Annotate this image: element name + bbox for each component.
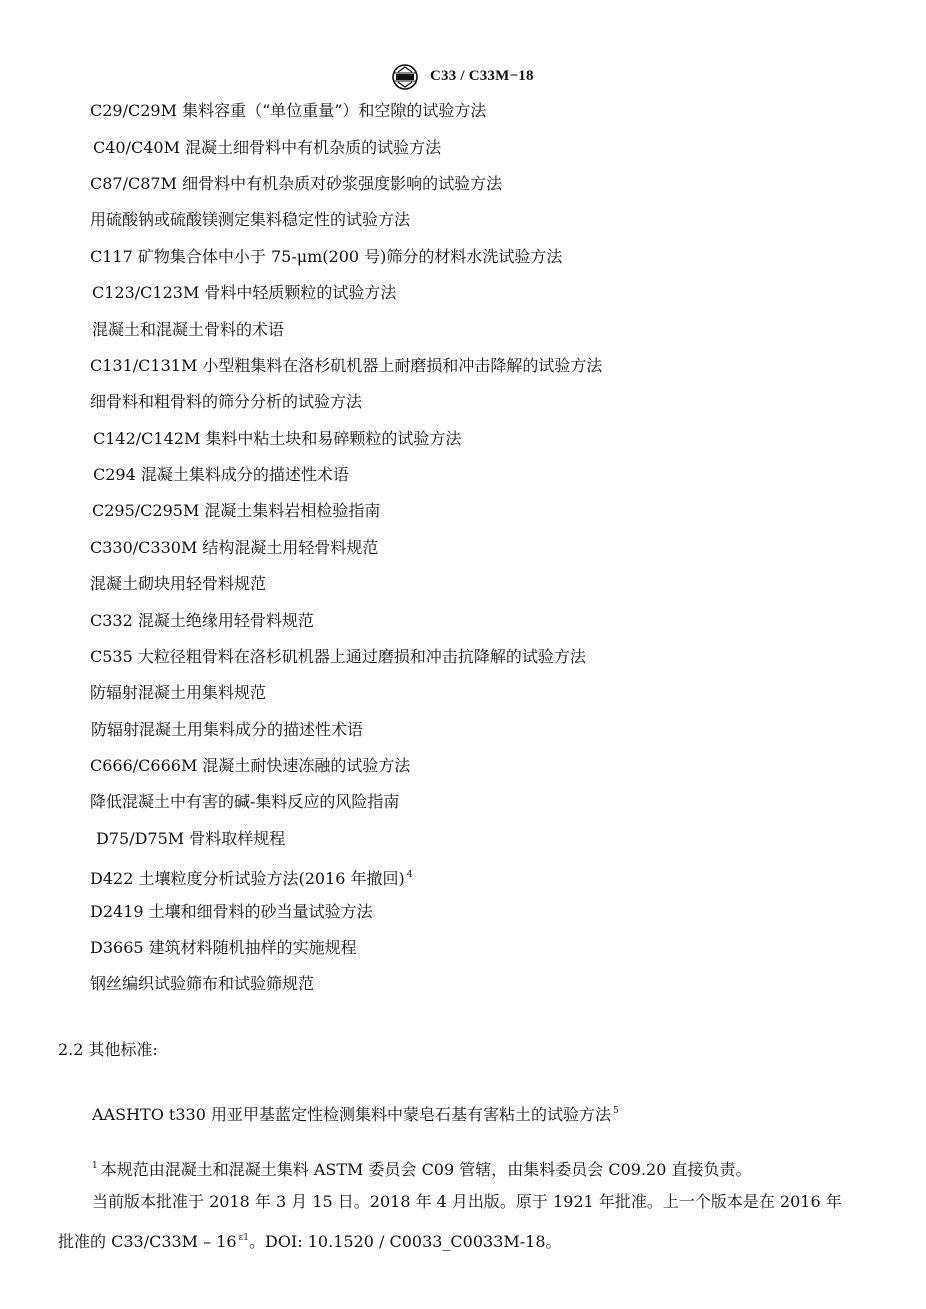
reference-item: C535 大粒径粗骨料在洛杉矶机器上通过磨损和冲击抗降解的试验方法 (90, 647, 586, 666)
footnote-1-line-2: 当前版本批准于 2018 年 3 月 15 日。2018 年 4 月出版。原于 1921 年批准。上一个版本是在 2016 年 (92, 1192, 842, 1211)
reference-item: C295/C295M 混凝土集料岩相检验指南 (92, 501, 381, 520)
reference-item: C330/C330M 结构混凝土用轻骨料规范 (90, 538, 379, 557)
reference-item: C142/C142M 集料中粘土块和易碎颗粒的试验方法 (93, 429, 462, 448)
footnote-marker: 1 (92, 1161, 98, 1171)
astm-logo (388, 64, 422, 90)
reference-item: C29/C29M 集料容重（“单位重量”）和空隙的试验方法 (90, 101, 487, 120)
reference-item: 降低混凝土中有害的碱-集料反应的风险指南 (90, 792, 400, 811)
section-heading: 2.2 其他标准: (58, 1040, 158, 1059)
reference-item: C123/C123M 骨料中轻质颗粒的试验方法 (92, 283, 397, 302)
reference-item: D2419 土壤和细骨料的砂当量试验方法 (90, 902, 373, 921)
reference-item: 混凝土砌块用轻骨料规范 (90, 574, 267, 593)
footnote-1-line-3 (58, 1228, 562, 1252)
other-standard-item (92, 1101, 619, 1125)
reference-item: 防辐射混凝土用集料成分的描述性术语 (91, 720, 364, 739)
footnote-text: 本规范由混凝土和混凝土集料 ASTM 委员会 C09 管辖，由集料委员会 C09.20 直接负责。 (100, 1160, 752, 1179)
reference-item: D3665 建筑材料随机抽样的实施规程 (90, 938, 357, 957)
reference-item: C87/C87M 细骨料中有机杂质对砂浆强度影响的试验方法 (90, 174, 503, 193)
standard-designation: C33 / C33M−18 (430, 68, 534, 84)
footnote-marker: 5 (612, 1106, 619, 1116)
reference-item: C117 矿物集合体中小于 75-μm(200 号)筛分的材料水洗试验方法 (90, 247, 563, 266)
reference-item: 细骨料和粗骨料的筛分分析的试验方法 (90, 392, 363, 411)
other-standard-text: AASHTO t330 用亚甲基蓝定性检测集料中蒙皂石基有害粘土的试验方法 (92, 1105, 611, 1124)
footnote-marker: 4 (406, 870, 413, 880)
reference-item: C131/C131M 小型粗集料在洛杉矶机器上耐磨损和冲击降解的试验方法 (90, 356, 603, 375)
edition-superscript: ε1 (238, 1233, 249, 1243)
reference-item: C332 混凝土绝缘用轻骨料规范 (90, 611, 314, 630)
reference-text: D422 土壤粒度分析试验方法(2016 年撤回) (90, 869, 405, 888)
reference-item: C666/C666M 混凝土耐快速冻融的试验方法 (90, 756, 411, 775)
reference-item: 用硫酸钠或硫酸镁测定集料稳定性的试验方法 (90, 210, 411, 229)
reference-item: C40/C40M 混凝土细骨料中有机杂质的试验方法 (93, 138, 442, 157)
reference-item: 防辐射混凝土用集料规范 (90, 683, 267, 702)
doi-text: 。DOI: 10.1520 / C0033_C0033M-18。 (249, 1232, 562, 1251)
reference-item: D75/D75M 骨料取样规程 (96, 829, 286, 848)
reference-item (90, 865, 412, 889)
page-header (0, 64, 926, 90)
reference-item: 钢丝编织试验筛布和试验筛规范 (90, 974, 315, 993)
reference-item: C294 混凝土集料成分的描述性术语 (93, 465, 349, 484)
footnote-text: 批准的 C33/C33M – 16 (58, 1232, 237, 1251)
footnote-1 (92, 1156, 751, 1180)
reference-item: 混凝土和混凝土骨料的术语 (92, 320, 285, 339)
